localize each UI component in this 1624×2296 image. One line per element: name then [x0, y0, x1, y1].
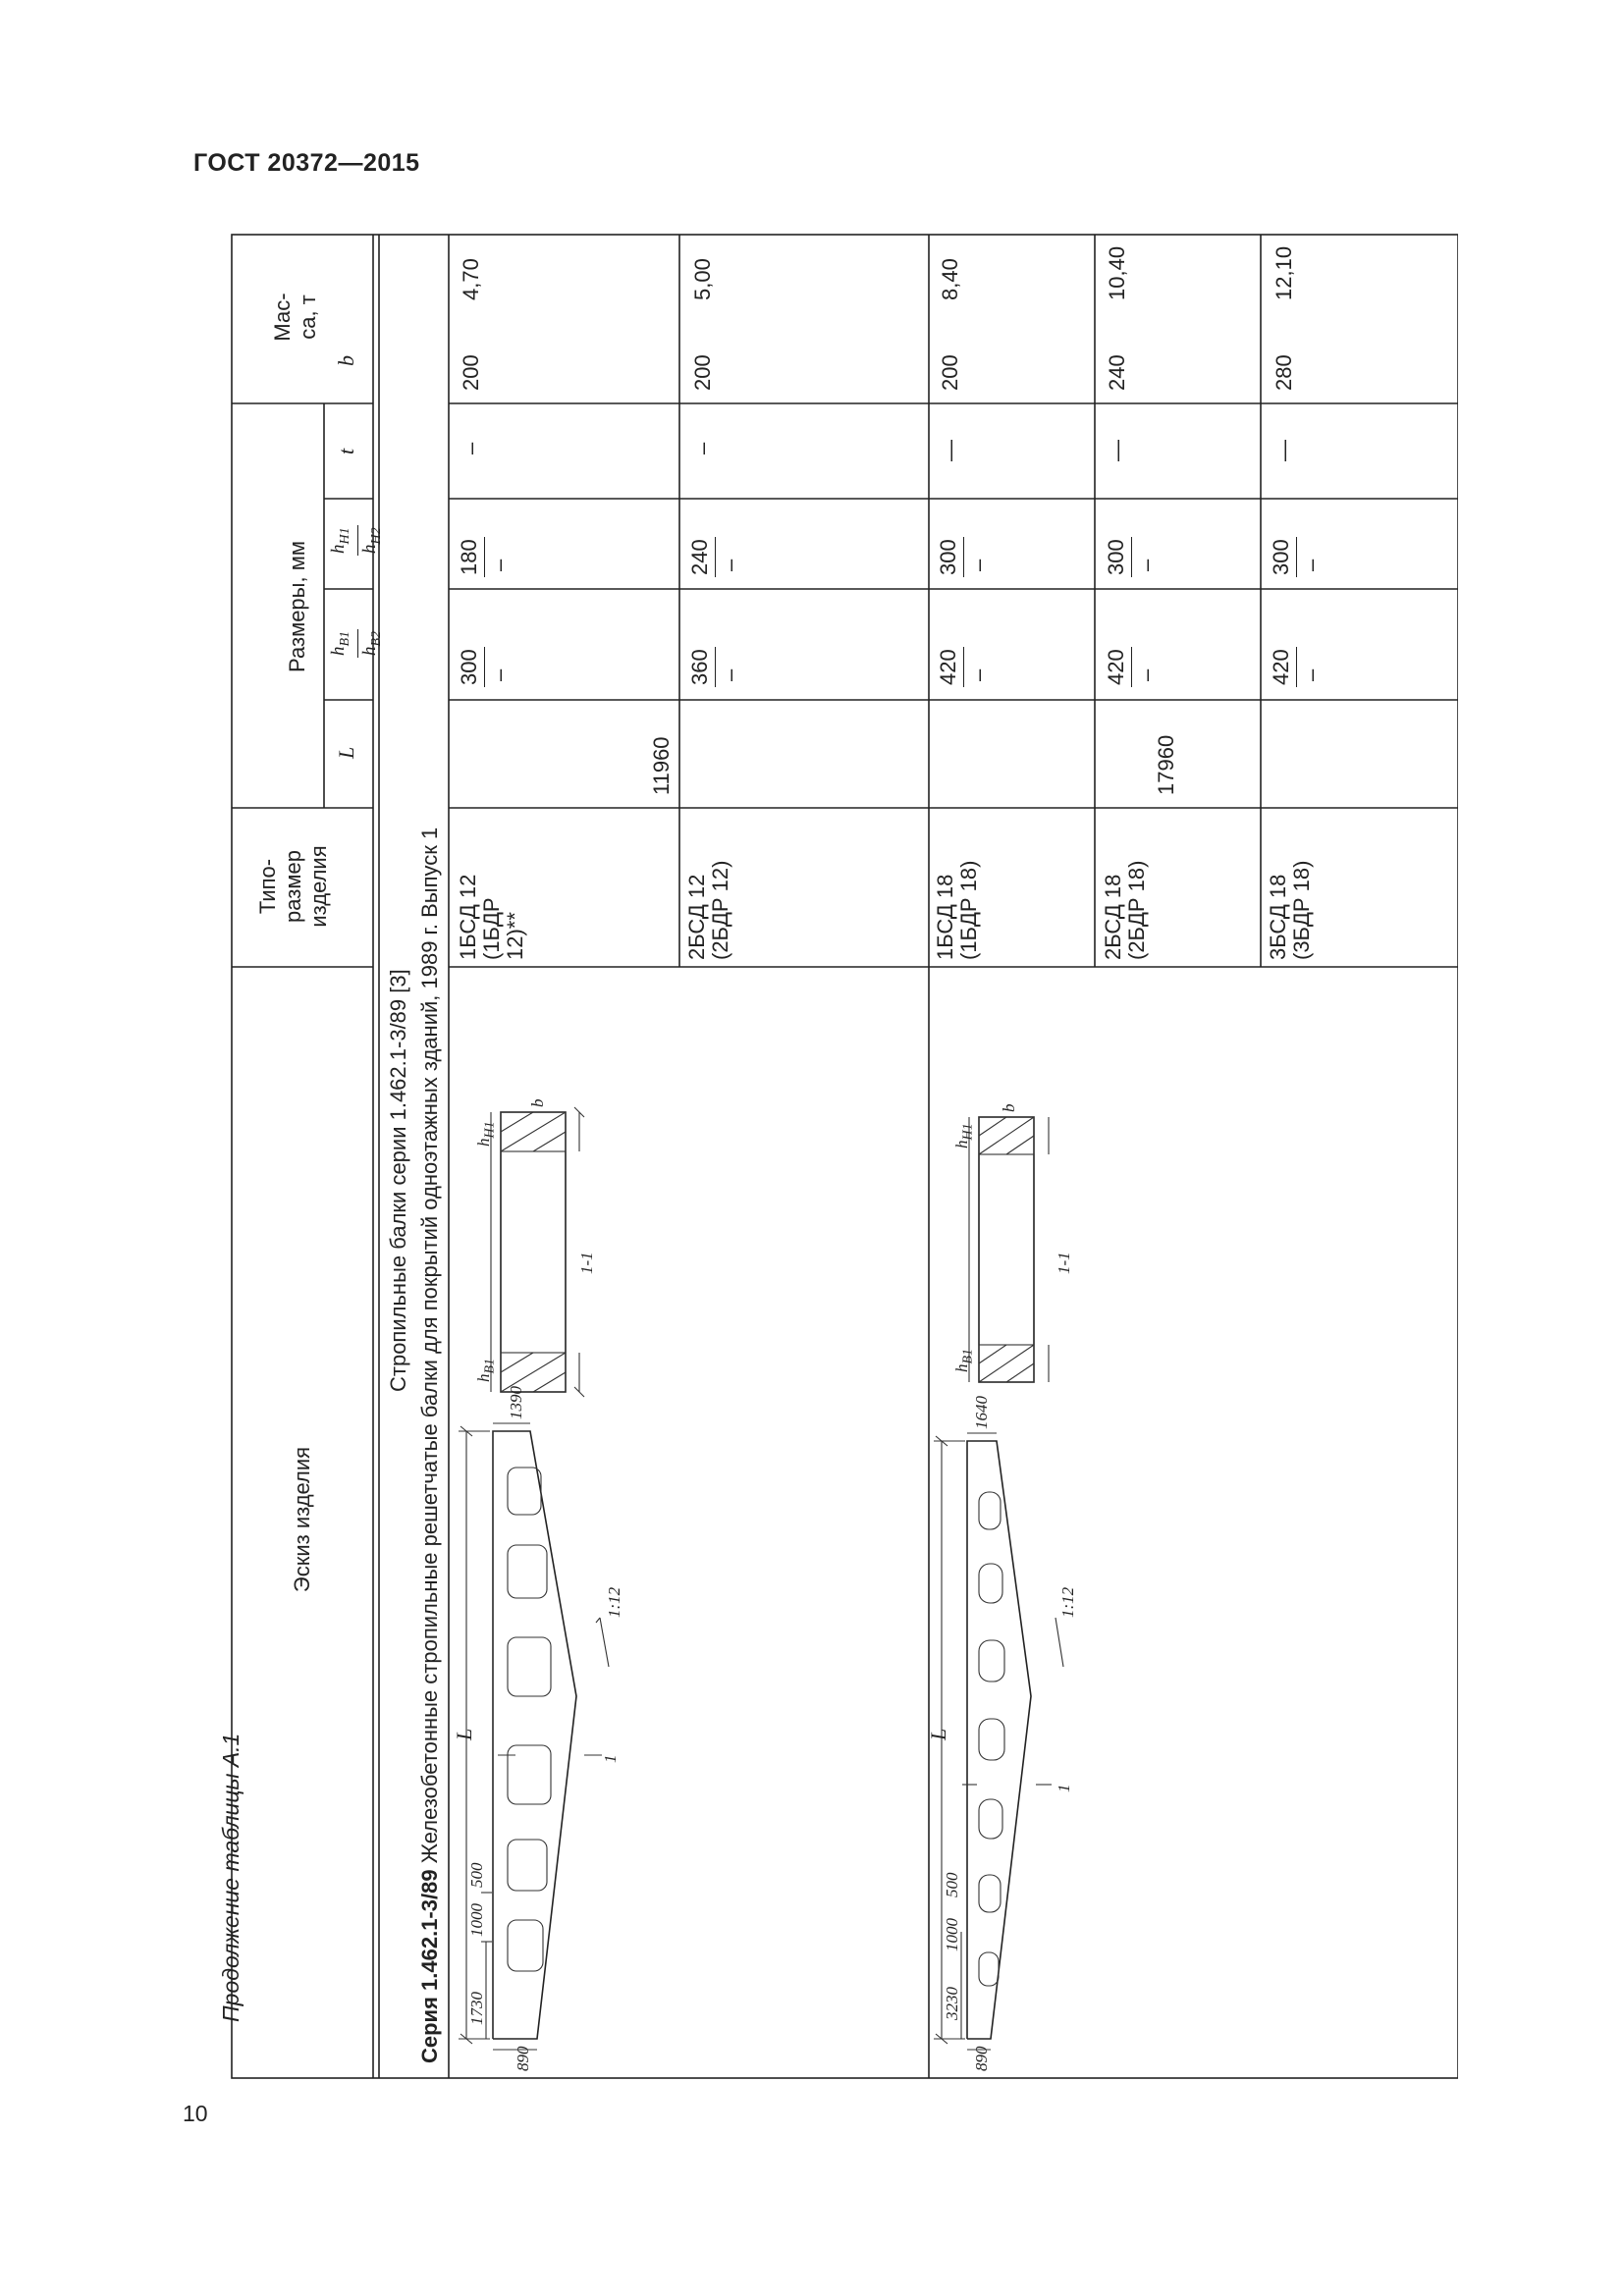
dim-890-2: 890 [972, 2046, 991, 2071]
section-hb-2: $h_{B1}$ [952, 1348, 976, 1372]
row5-t: — [1272, 440, 1296, 461]
row1-hB: 300 – [457, 649, 512, 685]
header-hB-bot: $h_{B2}$ [358, 630, 384, 656]
series-title: Стропильные балки серии 1.462.1-3/89 [3] [386, 969, 410, 1392]
row1-type: 1БСД 12 (1БДР 12)** [456, 874, 527, 960]
row5-b: 280 [1272, 354, 1296, 391]
row1-b: 200 [459, 354, 483, 391]
header-type: Типо- размер изделия [255, 845, 331, 928]
header-dimensions: Размеры, мм [285, 541, 309, 672]
rotated-table [231, 234, 1458, 2079]
section-hb-1: $h_{B1}$ [474, 1358, 498, 1382]
section-hh-2: $h_{H1}$ [952, 1123, 976, 1148]
section-mark-2: 1 [1055, 1784, 1073, 1792]
section-b-1: b [528, 1098, 547, 1107]
section-title-2: 1-1 [1055, 1252, 1073, 1274]
header-b: b [334, 355, 358, 366]
header-hH [327, 525, 389, 556]
table-grid [231, 234, 1458, 2079]
series-subtitle [417, 828, 443, 2063]
table-continuation-caption: Продолжение таблицы А.1 [218, 1733, 244, 2022]
dim-1640: 1640 [972, 1396, 991, 1429]
header-hB [327, 629, 389, 658]
header-hB-top: $h_{B1}$ [327, 629, 358, 658]
row1-mass: 4,70 [459, 258, 483, 300]
header-mass: Мас- са, т [270, 293, 320, 342]
row2-mass: 5,00 [690, 258, 715, 300]
row5-mass: 12,10 [1272, 245, 1296, 300]
row4-hB: 420 – [1104, 649, 1159, 685]
dim-500-1: 500 [467, 1862, 486, 1888]
group2-L: 17960 [1154, 734, 1178, 795]
dim-890-1: 890 [514, 2046, 532, 2071]
row4-hH: 300 – [1104, 539, 1159, 575]
header-hH-top: $h_{H1}$ [327, 525, 358, 556]
dim-1390: 1390 [507, 1386, 525, 1419]
span-L-2: L [926, 1728, 950, 1740]
row3-hB: 420 – [936, 649, 991, 685]
header-hH-bot: $h_{H2}$ [358, 527, 384, 554]
row1-hH: 180 – [457, 539, 512, 575]
row3-type: 1БСД 18 (1БДР 18) [933, 860, 981, 960]
row5-hB: 420 – [1269, 649, 1324, 685]
slope-2: 1:12 [1058, 1586, 1077, 1618]
row2-b: 200 [690, 354, 715, 391]
section-hh-1: $h_{H1}$ [474, 1121, 498, 1147]
row4-mass: 10,40 [1105, 245, 1129, 300]
span-L-1: L [452, 1728, 476, 1740]
page-number: 10 [183, 2101, 208, 2126]
dim-1730: 1730 [467, 1992, 486, 2025]
header-t: t [334, 448, 358, 454]
row4-type: 2БСД 18 (2БДР 18) [1101, 860, 1149, 960]
row4-b: 240 [1105, 354, 1129, 391]
row2-hH: 240 – [687, 539, 742, 575]
slope-1: 1:12 [605, 1586, 623, 1618]
row3-mass: 8,40 [938, 258, 962, 300]
section-title-1: 1-1 [577, 1252, 596, 1274]
section-b-2: b [1000, 1103, 1018, 1112]
header-sketch: Эскиз изделия [290, 1446, 314, 1593]
row1-t: – [459, 442, 483, 454]
dim-1000-2: 1000 [943, 1918, 961, 1951]
dim-1000-1: 1000 [467, 1903, 486, 1937]
header-L: L [334, 746, 358, 759]
row2-type: 2БСД 12 (2БДР 12) [684, 860, 732, 960]
row3-b: 200 [938, 354, 962, 391]
beam-sketch-2 [934, 1117, 1063, 2050]
row5-type: 3БСД 18 (3БДР 18) [1266, 860, 1314, 960]
row4-t: — [1105, 440, 1129, 461]
document-header: ГОСТ 20372—2015 [193, 149, 420, 177]
row3-t: — [938, 440, 962, 461]
row3-hH: 300 – [936, 539, 991, 575]
series-subtitle-rest: Железобетонные стропильные решетчатые балки для покрытий одноэтажных зданий, 1989 г. Выпуск 1 [417, 827, 442, 1870]
dim-3230: 3230 [943, 1987, 961, 2020]
series-subtitle-bold: Серия 1.462.1-3/89 [417, 1869, 442, 2063]
row2-hB: 360 – [687, 649, 742, 685]
group1-L: 11960 [649, 736, 674, 795]
row5-hH: 300 – [1269, 539, 1324, 575]
row2-t: – [690, 442, 715, 454]
dim-500-2: 500 [943, 1872, 961, 1897]
section-mark-1: 1 [601, 1754, 620, 1763]
